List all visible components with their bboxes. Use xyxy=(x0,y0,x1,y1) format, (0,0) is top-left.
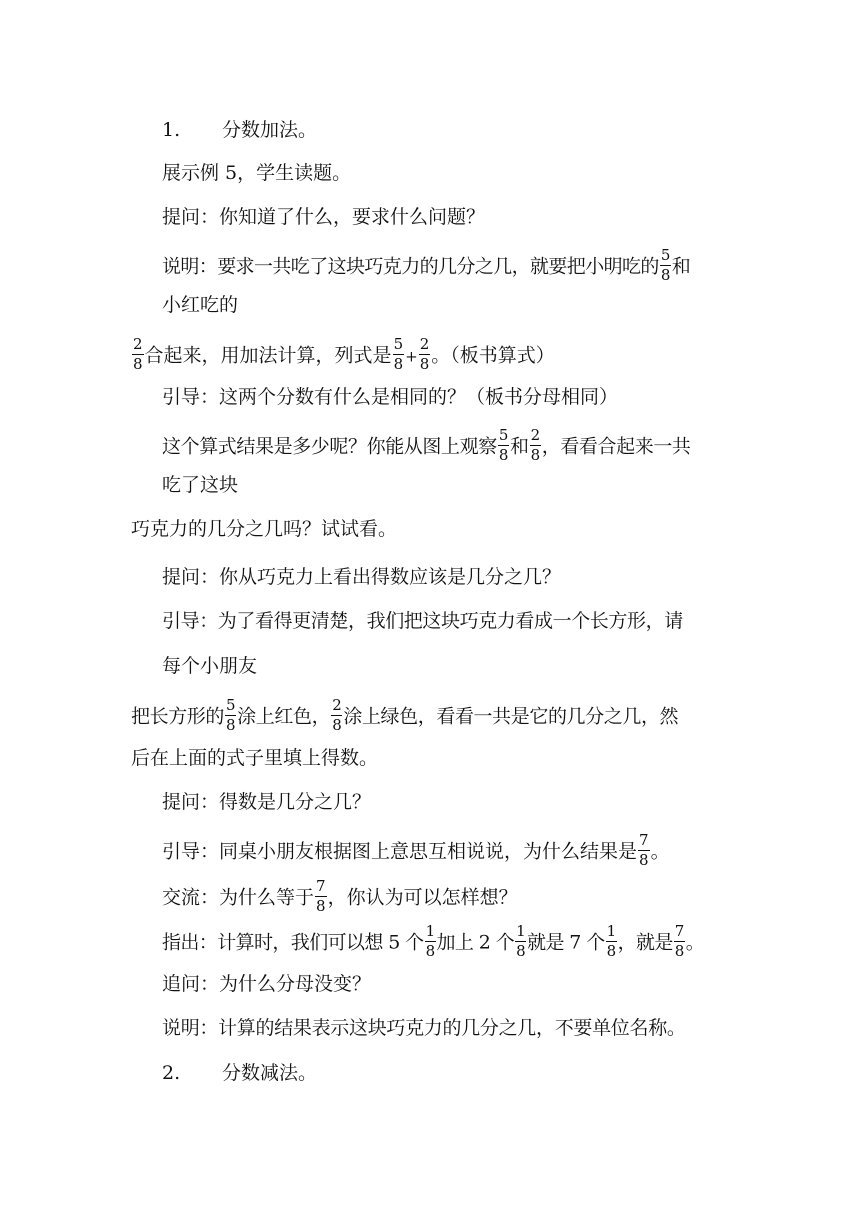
section-1-heading xyxy=(162,119,317,141)
fraction xyxy=(419,336,431,373)
section-number: 2. xyxy=(162,1062,181,1084)
denominator: 8 xyxy=(316,897,326,915)
fraction xyxy=(132,336,144,373)
fraction xyxy=(331,697,342,734)
text-run: ，看看合起来一共 xyxy=(541,435,691,458)
text-run: 。 xyxy=(685,931,705,954)
text-run: ，就是 xyxy=(617,931,673,954)
paragraph-show-example: 展示例 5，学生读题。 xyxy=(162,162,352,184)
numerator: 5 xyxy=(660,246,670,264)
numerator: 5 xyxy=(226,696,236,714)
text-run: 这个算式结果是多少呢？你能从图上观察 xyxy=(162,435,497,458)
denominator: 8 xyxy=(332,716,342,734)
paragraph-guide-2: 引导：为了看得更清楚，我们把这块巧克力看成一个长方形，请 xyxy=(162,610,683,632)
paragraph-explain-1-cont xyxy=(131,335,555,375)
denominator: 8 xyxy=(498,446,508,464)
paragraph-guide-2-end: 后在上面的式子里填上得数。 xyxy=(131,747,379,769)
text-run: 和 xyxy=(509,435,529,458)
paragraph-question-3: 提问：得数是几分之几？ xyxy=(162,791,372,813)
fraction xyxy=(660,247,671,284)
text-run: 。（板书算式） xyxy=(431,344,555,367)
text-run: 引导：同桌小朋友根据图上意思互相说说，为什么结果是 xyxy=(162,840,638,863)
denominator: 8 xyxy=(660,266,670,284)
paragraph-explain-2: 说明：计算的结果表示这块巧克力的几分之几，不要单位名称。 xyxy=(162,1017,686,1039)
fraction xyxy=(530,427,541,464)
text-run: 。 xyxy=(650,840,670,863)
section-title: 分数加法。 xyxy=(222,119,318,141)
paragraph-formula-question-cont: 巧克力的几分之几吗？试试看。 xyxy=(131,518,398,540)
text-run: 涂上绿色，看看一共是它的几分之几，然 xyxy=(343,705,679,728)
denominator: 8 xyxy=(425,942,435,960)
section-2-heading xyxy=(162,1062,317,1084)
text-run: 就是 7 个 xyxy=(527,931,605,954)
paragraph-explain-1-wrap: 小红吃的 xyxy=(162,294,239,316)
text-run: 把长方形的 xyxy=(131,705,225,728)
paragraph-exchange xyxy=(162,877,518,917)
paragraph-follow-up: 追问：为什么分母没变？ xyxy=(162,973,372,995)
numerator: 1 xyxy=(425,922,435,940)
denominator: 8 xyxy=(530,446,540,464)
text-run: 和 xyxy=(671,255,691,278)
numerator: 7 xyxy=(639,831,649,849)
section-number: 1. xyxy=(162,119,181,141)
paragraph-formula-question-wrap: 吃了这块 xyxy=(162,474,239,496)
denominator: 8 xyxy=(393,355,404,373)
fraction xyxy=(515,923,526,960)
paragraph-explain-1 xyxy=(162,246,691,286)
text-run: 合起来，用加法计算，列式是 xyxy=(144,344,392,367)
text-run: 涂上红色， xyxy=(237,705,331,728)
fraction xyxy=(498,427,509,464)
fraction xyxy=(393,336,405,373)
numerator: 1 xyxy=(516,922,526,940)
section-title: 分数减法。 xyxy=(222,1062,318,1084)
text-run: 加上 2 个 xyxy=(436,931,515,954)
fraction xyxy=(638,832,650,869)
paragraph-guide-2-wrap: 每个小朋友 xyxy=(162,655,258,677)
numerator: 7 xyxy=(674,922,684,940)
denominator: 8 xyxy=(639,851,649,869)
fraction xyxy=(606,923,617,960)
fraction xyxy=(674,923,685,960)
text-run: 指出：计算时，我们可以想 5 个 xyxy=(162,931,424,954)
numerator: 2 xyxy=(530,426,540,444)
denominator: 8 xyxy=(606,942,616,960)
numerator: 5 xyxy=(393,335,404,353)
numerator: 7 xyxy=(316,877,326,895)
paragraph-point-out xyxy=(162,922,705,962)
fraction xyxy=(225,697,236,734)
numerator: 1 xyxy=(606,922,616,940)
paragraph-guide-1: 引导：这两个分数有什么是相同的？（板书分母相同） xyxy=(162,386,619,408)
paragraph-guide-3 xyxy=(162,831,670,871)
numerator: 2 xyxy=(332,696,342,714)
denominator: 8 xyxy=(674,942,684,960)
numerator: 2 xyxy=(133,335,143,353)
fraction xyxy=(425,923,436,960)
denominator: 8 xyxy=(133,355,143,373)
plus-sign: + xyxy=(405,347,418,366)
paragraph-question-2: 提问：你从巧克力上看出得数应该是几分之几？ xyxy=(162,566,562,588)
paragraph-question-1: 提问：你知道了什么，要求什么问题？ xyxy=(162,206,486,228)
denominator: 8 xyxy=(419,355,430,373)
paragraph-formula-question xyxy=(162,426,691,466)
paragraph-guide-2-cont xyxy=(131,696,679,736)
denominator: 8 xyxy=(226,716,236,734)
numerator: 5 xyxy=(498,426,508,444)
fraction xyxy=(315,878,327,915)
text-run: 说明：要求一共吃了这块巧克力的几分之几，就要把小明吃的 xyxy=(162,255,659,278)
text-run: ，你认为可以怎样想？ xyxy=(327,886,518,909)
denominator: 8 xyxy=(516,942,526,960)
numerator: 2 xyxy=(419,335,430,353)
text-run: 交流：为什么等于 xyxy=(162,886,315,909)
